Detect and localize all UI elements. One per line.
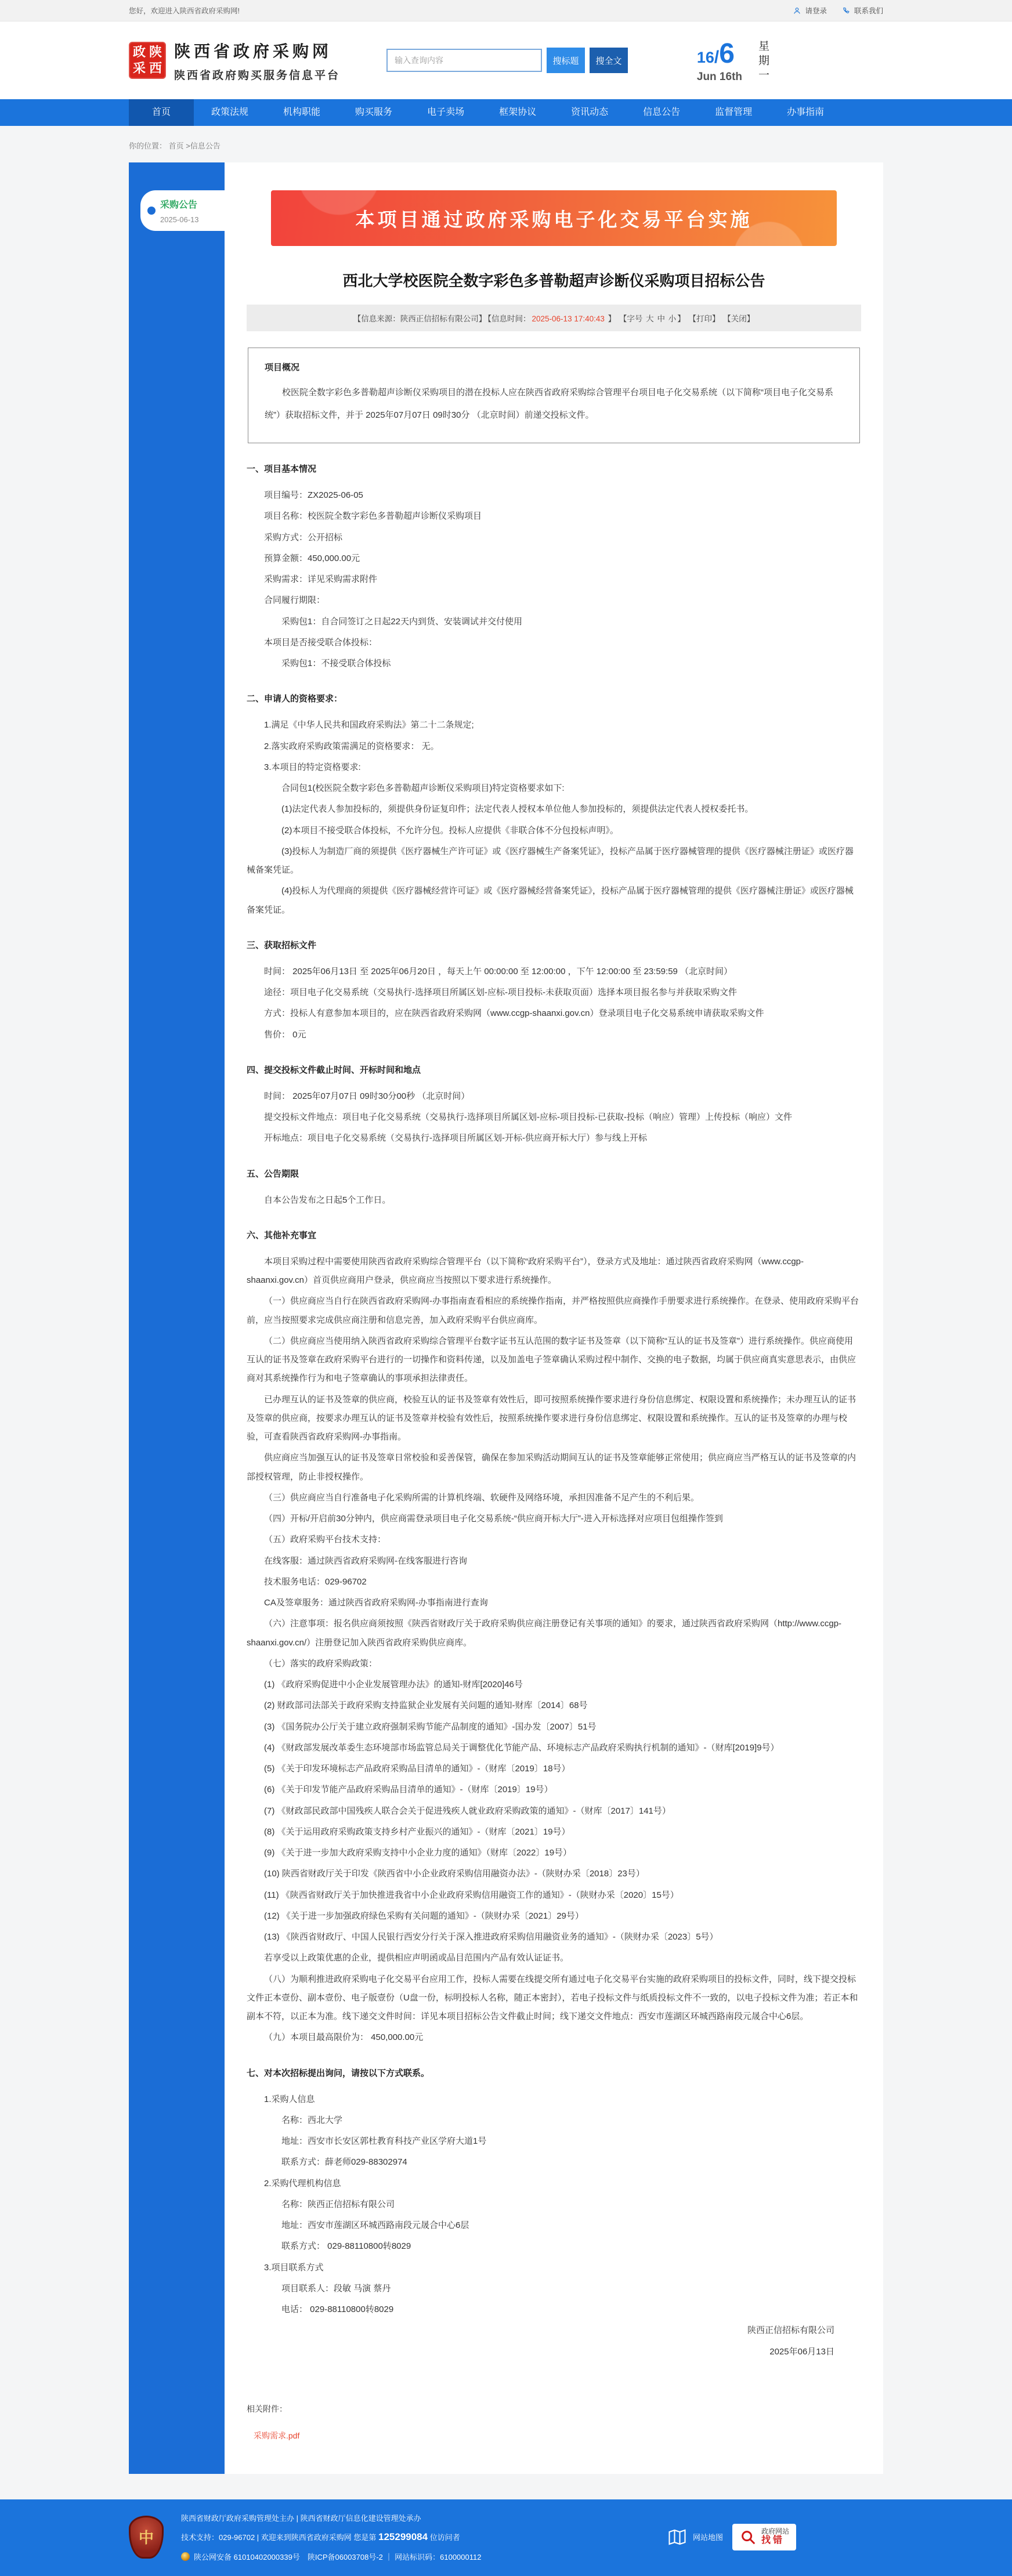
search-input[interactable] [386, 49, 542, 72]
article-paragraph: (9) 《关于进一步加大政府采购支持中小企业力度的通知》（财库〔2022〕19号） [264, 1848, 572, 1858]
article-paragraph: 1.采购人信息 [264, 2094, 315, 2104]
overview-text: 校医院全数字彩色多普勒超声诊断仪采购项目的潜在投标人应在陕西省政府采购综合管理平台项目电子化交易系统（以下简称“项目电子化交易系统”）获取招标文件，并于 2025年07月07日 09时30分 （北京时间）前递交投标文件。 [265, 388, 834, 420]
nav-item-资讯动态[interactable] [554, 99, 626, 126]
article-paragraph: 途径：项目电子化交易系统（交易执行-选择项目所属区划-应标-项目投标-未获取页面）选择本项目报名参与并获取采购文件 [264, 987, 737, 997]
article-paragraph: CA及签章服务：通过陕西省政府采购网-办事指南进行查询 [264, 1598, 488, 1608]
attachment-link[interactable]: 采购需求.pdf [254, 2430, 300, 2440]
article-paragraph: （五）政府采购平台技术支持： [264, 1535, 386, 1545]
search-fulltext-button[interactable]: 搜全文 [590, 48, 628, 73]
article-paragraph: （三）供应商应当自行准备电子化采购所需的计算机终端、软硬件及网络环境，承担因准备不足产生的不利后果。 [264, 1492, 700, 1503]
site-subtitle: 陕西省政府购买服务信息平台 [174, 69, 341, 82]
article-paragraph: （六）注意事项：报名供应商须按照《陕西省财政厅关于政府采购供应商注册登记有关事项的通知》的要求，通过陕西省政府采购网（http://www.ccgp-shaanxi.gov.cn/）注册登记加入陕西省政府采购供应商库。 [247, 1619, 842, 1648]
site-title: 陕西省政府采购网 [174, 42, 332, 60]
project-overview-box [248, 348, 860, 443]
footer-beian-line: 陕公网安备 61010402000339号 陕ICP备06003708号-2 ｜ 网站标识码：6100000112 [181, 2551, 649, 2562]
article-paragraph: (6) 《关于印发节能产品政府采购品目清单的通知》-（财库〔2019〕19号） [264, 1785, 553, 1795]
article-paragraph: 联系方式：薛老师029-88302974 [281, 2157, 407, 2168]
nav-item-label: 政策法规 [211, 107, 249, 117]
article-paragraph: 在线客服：通过陕西省政府采购网-在线客服进行咨询 [264, 1555, 467, 1566]
meta-time: 2025-06-13 17:40:43 [532, 314, 605, 323]
article-paragraph: 供应商应当加强互认的证书及签章日常校验和妥善保管，确保在参加采购活动期间互认的证书及签章能够正常使用；供应商应当严格互认的证书及签章的内部授权管理，防止非授权操作。 [247, 1453, 856, 1482]
logo-seal-icon: 政 陕 采 西 [129, 42, 166, 79]
visitor-count: 125299084 [378, 2531, 428, 2542]
footer-organizer: 陕西省财政厅政府采购管理处主办 | 陕西省财政厅信息化建设管理处承办 [181, 2513, 421, 2523]
article-paragraph: 采购方式：公开招标 [264, 532, 343, 542]
article-paragraph: 本项目是否接受联合体投标： [264, 637, 378, 647]
close-button[interactable]: 【关闭】 [723, 314, 755, 323]
breadcrumb-home[interactable]: 首页 [168, 142, 184, 150]
article-paragraph: (1)法定代表人参加投标的，须提供身份证复印件；法定代表人授权本单位他人参加投标的，须提供法定代表人授权委托书。 [281, 804, 754, 815]
sitemap-link[interactable]: 网站地图 [667, 2527, 723, 2548]
article-paragraph: （四）开标/开启前30分钟内，供应商需登录项目电子化交易系统-“供应商开标大厅”-进入开标选择对应项目包组操作签到 [264, 1514, 723, 1524]
government-emblem-icon: 中 [129, 2516, 164, 2559]
nav-item-label: 监督管理 [715, 107, 753, 117]
article-paragraph: 2.采购代理机构信息 [264, 2178, 341, 2188]
article-paragraph: （一）供应商应当自行在陕西省政府采购网-办事指南查看相应的系统操作指南，并严格按照供应商操作手册要求进行系统操作。在登录、使用政府采购平台前，应当按照要求完成供应商注册和信息完善，加入政府采购平台供应商库。 [247, 1296, 859, 1325]
overview-title: 项目概况 [265, 363, 300, 372]
search-title-button[interactable]: 搜标题 [547, 48, 585, 73]
article-paragraph: 电话： 029-88110800转8029 [281, 2304, 394, 2314]
font-size-small[interactable]: 小 [668, 314, 677, 323]
article-paragraph: (2)本项目不接受联合体投标，不允许分包。投标人应提供《非联合体不分包投标声明》。 [281, 825, 619, 835]
footer-gap [0, 2474, 1012, 2499]
article-paragraph: (4) 《财政部发展改革委生态环境部市场监管总局关于调整优化节能产品、环境标志产品政府采购执行机制的通知》-（财库[2019]9号） [264, 1742, 779, 1753]
page-footer [0, 2499, 1012, 2576]
article-paragraph: (7) 《财政部民政部中国残疾人联合会关于促进残疾人就业政府采购政策的通知》-（财库〔2017〕141号） [264, 1806, 671, 1816]
article-paragraph: 采购包1：不接受联合体投标 [281, 659, 391, 668]
article-paragraph: (2) 财政部司法部关于政府采购支持监狱企业发展有关问题的通知-财库〔2014〕68号 [264, 1701, 588, 1711]
top-bar [0, 0, 1012, 21]
article-paragraph: (11) 《陕西省财政厅关于加快推进我省中小企业政府采购信用融资工作的通知》-（陕财办采〔2020〕15号） [264, 1890, 679, 1900]
article-paragraph: 开标地点：项目电子化交易系统（交易执行-选择项目所属区划-开标-供应商开标大厅）参与线上开标 [264, 1133, 647, 1144]
article-paragraph: 陕西正信招标有限公司 [747, 2325, 834, 2336]
article-paragraph: 自本公告发布之日起5个工作日。 [264, 1195, 391, 1205]
article-paragraph: 预算金额：450,000.00元 [264, 553, 360, 563]
section-heading: 一、项目基本情况 [247, 464, 317, 474]
phone-icon [842, 6, 851, 15]
article-paragraph: 合同履行期限： [264, 595, 326, 606]
article-paragraph: 采购需求：详见采购需求附件 [264, 574, 378, 584]
sidebar-date: 2025-06-13 [160, 215, 199, 224]
user-icon [793, 6, 801, 15]
article-paragraph: 名称：陕西正信招标有限公司 [281, 2199, 395, 2209]
section-heading: 七、对本次招标提出询问，请按以下方式联系。 [247, 2068, 430, 2078]
article-paragraph: 3.项目联系方式 [264, 2262, 324, 2273]
article-content [225, 162, 883, 2474]
print-button[interactable]: 【打印】 [688, 314, 720, 323]
section-heading: 三、获取招标文件 [247, 940, 317, 950]
sidebar-category-label: 采购公告 [160, 200, 198, 210]
nav-item-购买服务[interactable] [338, 99, 410, 126]
nav-item-label: 框架协议 [499, 107, 537, 117]
article-paragraph: 联系方式： 029-88110800转8029 [281, 2241, 411, 2252]
attachments-section [247, 2403, 861, 2447]
article-paragraph: 售价： 0元 [264, 1029, 306, 1040]
date-english: Jun 16th [696, 70, 742, 83]
nav-item-label: 机构职能 [283, 107, 321, 117]
weekday-label: 星期一 [757, 39, 769, 84]
article-title: 西北大学校医院全数字彩色多普勒超声诊断仪采购项目招标公告 [342, 272, 765, 290]
article-paragraph: 合同包1(校医院全数字彩色多普勒超声诊断仪采购项目)特定资格要求如下: [281, 783, 565, 793]
main-nav-items [129, 99, 883, 126]
article-paragraph: （八）为顺利推进政府采购电子化交易平台应用工作，投标人需要在线提交所有通过电子化交易平台实施的政府采购项目的投标文件，同时，线下提交投标文件正本壹份、副本壹份、电子版壹份（U盘一份，标明投标人名称，随正本密封），若电子投标文件与纸质投标文件不一致的，以电子投标文件为准；若正本和副本不符，以正本为准。线下递交文件时间：详见本项目招标公告文件截止时间；线下递交文件地点：西安市莲湖区环城西路南段元晟合中心6层。 [247, 1974, 858, 2021]
sidebar-category-card[interactable] [140, 190, 225, 231]
nav-item-电子卖场[interactable] [410, 99, 482, 126]
article-paragraph: 2025年06月13日 [769, 2346, 834, 2357]
nav-item-框架协议[interactable] [482, 99, 554, 126]
welcome-text: 您好，欢迎进入陕西省政府采购网! [129, 7, 240, 15]
article-blocks [247, 461, 861, 2361]
article-paragraph: 地址：西安市莲湖区环城西路南段元晟合中心6层 [281, 2220, 469, 2230]
article-paragraph: 采购包1：自合同签订之日起22天内到货、安装调试并交付使用 [281, 616, 523, 627]
section-heading: 二、申请人的资格要求： [247, 694, 343, 704]
nav-item-label: 购买服务 [355, 107, 393, 117]
article-paragraph: (5) 《关于印发环境标志产品政府采购品目清单的通知》-（财库〔2019〕18号） [264, 1764, 570, 1774]
notice-banner: 本项目通过政府采购电子化交易平台实施 [271, 190, 837, 246]
nav-item-办事指南[interactable] [769, 99, 841, 126]
article-paragraph: 若享受以上政策优惠的企业，提供相应声明函或品目范围内产品有效认证证书。 [264, 1953, 569, 1963]
map-icon [667, 2527, 688, 2548]
article-paragraph: （二）供应商应当使用纳入陕西省政府采购综合管理平台数字证书互认范围的数字证书及签章（以下简称“互认的证书及签章”）进行系统操作。供应商使用互认的证书及签章在政府采购平台进行的一切操作和资料传递，以及加盖电子签章确认采购过程中制作、交换的电子数据，均属于供应商真实意思表示，由供应商对其系统操作行为和电子签章确认的事项承担法律责任。 [247, 1336, 856, 1384]
article-meta-bar: 【信息来源：陕西正信招标有限公司】 【信息时间： 2025-06-13 17:40:43 】 【字号 大 中 小 】 【打印】 【关闭】 [247, 305, 861, 331]
article-paragraph: 地址：西安市长安区郭杜教育科技产业区学府大道1号 [281, 2136, 487, 2146]
gov-site-error-report-badge[interactable]: 政府网站 找错 [732, 2524, 796, 2550]
nav-item-label: 首页 [152, 107, 171, 117]
article-paragraph: 方式：投标人有意参加本项目的，应在陕西省政府采购网（www.ccgp-shaanxi.gov.cn）登录项目电子化交易系统申请获取采购文件 [264, 1008, 764, 1019]
article-paragraph: 时间： 2025年06月13日 至 2025年06月20日 ，每天上午 00:00:00 至 12:00:00 ，下午 12:00:00 至 23:59:59 （北京时间） [264, 966, 733, 976]
main-area [129, 162, 883, 2474]
article-paragraph: 3.本项目的特定资格要求: [264, 762, 361, 772]
article-paragraph: 已办理互认的证书及签章的供应商，校验互认的证书及签章有效性后，即可按照系统操作要求进行身份信息绑定、权限设置和系统操作；未办理互认的证书及签章的供应商，按要求办理互认的证书及签章并校验有效性后，按照系统操作要求进行身份信息绑定、权限设置和系统操作。互认的证书及签章的办理与校验，可查看陕西省政府采购网-办事指南。 [247, 1394, 856, 1442]
date-widget: 16/6 Jun 16th 星期一 [697, 38, 883, 84]
article-paragraph: 时间： 2025年07月07日 09时30分00秒 （北京时间） [264, 1091, 470, 1101]
article-paragraph: 2.落实政府采购政策需满足的资格要求： 无。 [264, 741, 439, 751]
article-paragraph: 本项目采购过程中需要使用陕西省政府采购综合管理平台（以下简称“政府采购平台”），登录方式及地址：通过陕西省政府采购网（www.ccgp-shaanxi.gov.cn）首页供应商用户登录，供应商应当按照以下要求进行系统操作。 [247, 1256, 804, 1285]
article-paragraph: (8) 《关于运用政府采购政策支持乡村产业振兴的通知》-（财库〔2021〕19号） [264, 1826, 570, 1837]
article-paragraph: （九）本项目最高限价为： 450,000.00元 [264, 2032, 424, 2043]
nav-item-label: 办事指南 [787, 107, 825, 117]
article-paragraph: (3)投标人为制造厂商的须提供《医疗器械生产许可证》或《医疗器械生产备案凭证》，投标产品属于医疗器械管理的提供《医疗器械注册证》或医疗器械备案凭证。 [247, 846, 854, 875]
article-paragraph: (10) 陕西省财政厅关于印发《陕西省中小企业政府采购信用融资办法》-（陕财办采〔2018〕23号） [264, 1869, 645, 1879]
search-bar [386, 48, 628, 73]
article-paragraph: (12) 《关于进一步加强政府绿色采购有关问题的通知》-（陕财办采〔2021〕29号） [264, 1911, 584, 1921]
nav-item-政策法规[interactable] [194, 99, 266, 126]
article-paragraph: (13) 《陕西省财政厅、中国人民银行西安分行关于深入推进政府采购信用融资业务的通知》-（陕财办采〔2023〕5号） [264, 1932, 718, 1942]
nav-item-机构职能[interactable] [266, 99, 338, 126]
article-paragraph: 项目联系人：段敏 马演 蔡丹 [281, 2283, 391, 2293]
article-paragraph: (3) 《国务院办公厅关于建立政府强制采购节能产品制度的通知》-国办发〔2007〕51号 [264, 1721, 597, 1732]
section-heading: 四、提交投标文件截止时间、开标时间和地点 [247, 1065, 421, 1075]
nav-item-label: 电子卖场 [427, 107, 465, 117]
contact-link[interactable]: 联系我们 [842, 5, 883, 16]
article-paragraph: (4)投标人为代理商的须提供《医疗器械经营许可证》或《医疗器械经营备案凭证》，投标产品属于医疗器械管理的提供《医疗器械注册证》或医疗器械备案凭证。 [247, 886, 854, 915]
article-paragraph: 提交投标文件地点：项目电子化交易系统（交易执行-选择项目所属区划-应标-项目投标-已获取-投标（响应）管理）上传投标（响应）文件 [264, 1112, 792, 1122]
article-paragraph: 项目名称：校医院全数字彩色多普勒超声诊断仪采购项目 [264, 511, 482, 522]
font-size-medium[interactable]: 中 [657, 314, 665, 323]
nav-item-label: 信息公告 [643, 107, 681, 117]
article-paragraph: 项目编号：ZX2025-06-05 [264, 490, 363, 500]
nav-item-label: 资讯动态 [571, 107, 609, 117]
article-paragraph: （七）落实的政府采购政策： [264, 1658, 378, 1669]
article-paragraph: 名称：西北大学 [281, 2115, 343, 2125]
site-logo[interactable] [129, 39, 340, 82]
bullet-dot-icon [147, 207, 156, 215]
meta-source: 【信息来源：陕西正信招标有限公司】 [353, 314, 487, 323]
police-badge-icon [181, 2552, 190, 2561]
nav-item-首页[interactable] [129, 99, 194, 126]
magnifier-logo-icon [739, 2528, 757, 2546]
nav-item-信息公告[interactable] [626, 99, 697, 126]
article-paragraph: 技术服务电话：029-96702 [264, 1576, 367, 1587]
font-size-large[interactable]: 大 [646, 314, 654, 323]
article-paragraph: (1) 《政府采购促进中小企业发展管理办法》的通知-财库[2020]46号 [264, 1680, 523, 1689]
login-link[interactable]: 请登录 [793, 5, 827, 16]
article-paragraph: 1.满足《中华人民共和国政府采购法》第二十二条规定; [264, 720, 474, 730]
footer-support-line: 技术支持：029-96702 | 欢迎来到陕西省政府采购网 您是第 125299084 位访问者 [181, 2531, 460, 2542]
main-nav [0, 99, 1012, 126]
nav-item-监督管理[interactable] [697, 99, 769, 126]
section-heading: 五、公告期限 [247, 1168, 299, 1179]
breadcrumb-current[interactable]: 信息公告 [190, 142, 221, 150]
sidebar [129, 162, 225, 2474]
breadcrumb: 你的位置： 首页 >信息公告 [129, 142, 221, 150]
attachments-label: 相关附件： [247, 2404, 287, 2414]
site-header [0, 21, 1012, 99]
section-heading: 六、其他补充事宜 [247, 1230, 317, 1240]
